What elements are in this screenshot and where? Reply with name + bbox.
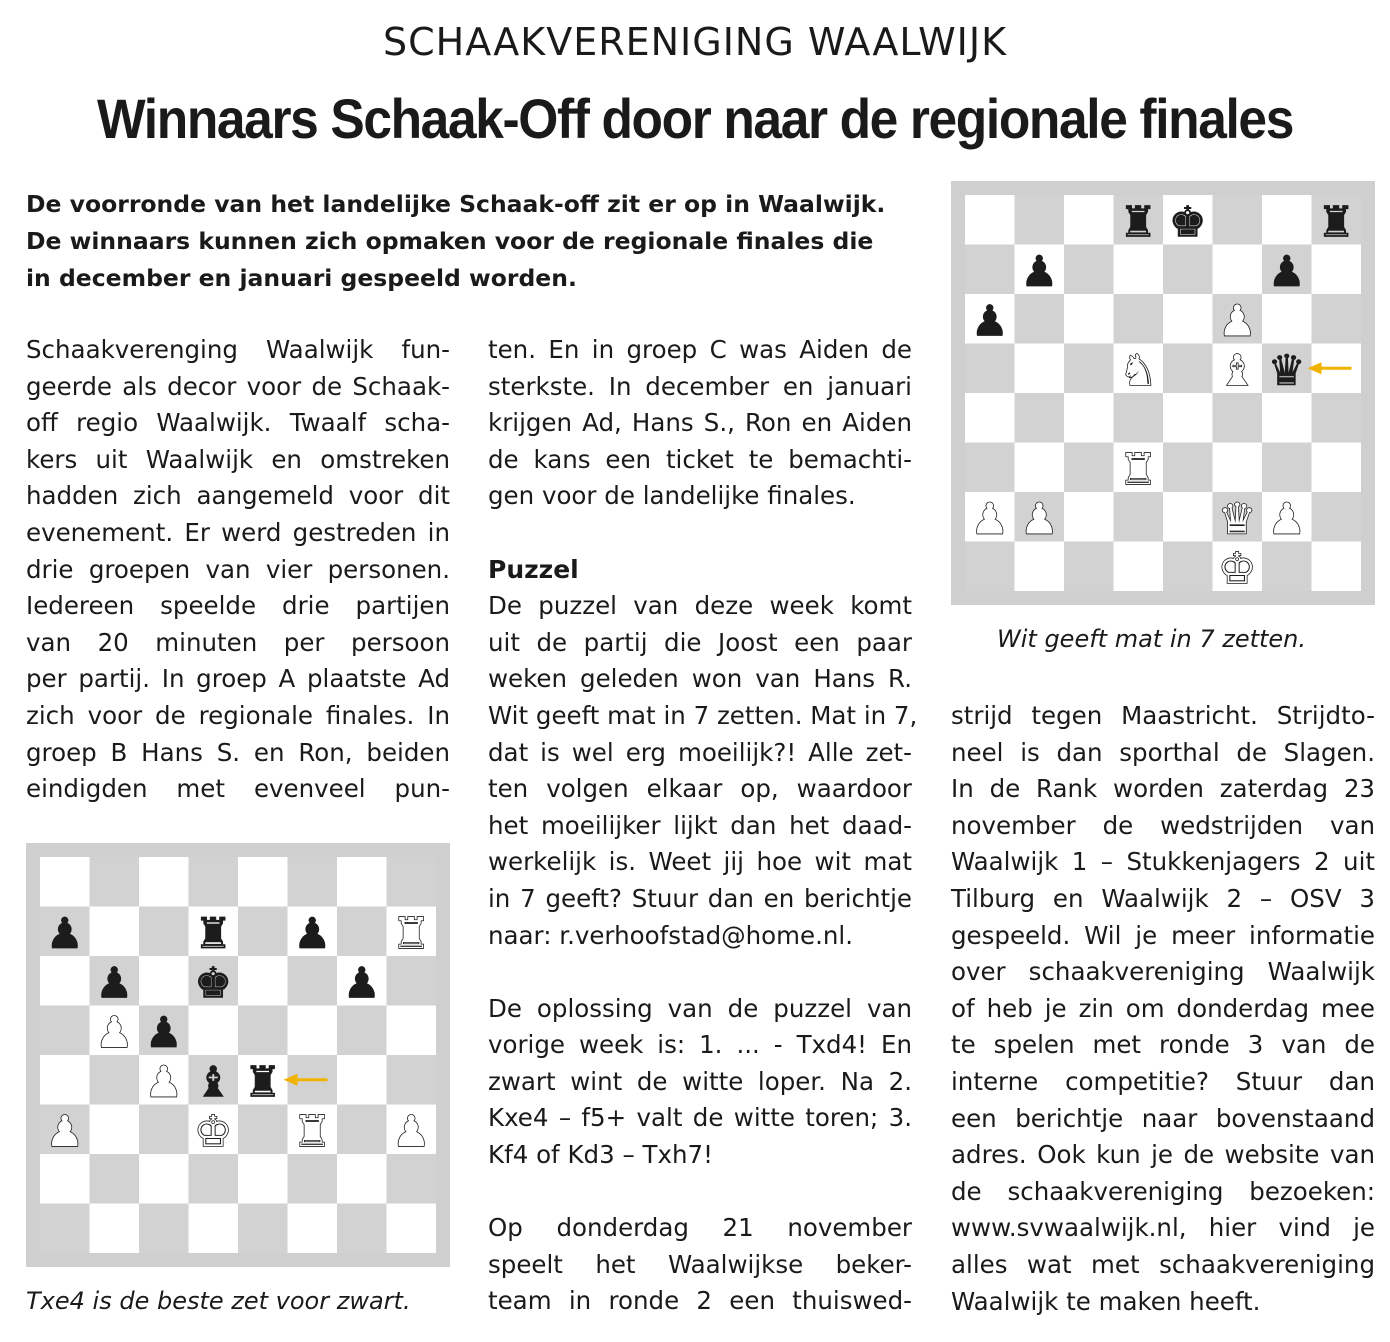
text-line: In de Rank worden zaterdag 23	[951, 774, 1375, 804]
chess-piece-f2: ♛	[1218, 494, 1257, 545]
text-line: ten volgen elkaar op, waardoor	[488, 774, 912, 804]
text-line: uit de partij die Joost een paar	[488, 627, 912, 657]
board-square	[387, 1055, 437, 1105]
chess-piece-a7: ♟	[45, 909, 84, 960]
chess-piece-b6: ♟	[95, 958, 134, 1009]
board-square	[965, 393, 1015, 443]
board-square	[1064, 245, 1114, 295]
board-square	[1163, 294, 1213, 344]
chess-piece-c4: ♟	[144, 1057, 183, 1108]
board-square	[1312, 443, 1362, 493]
board-square	[1015, 542, 1065, 592]
chess-piece-e8: ♚	[1168, 197, 1207, 248]
board-square	[40, 956, 90, 1006]
diagram-left	[26, 843, 450, 1267]
board-square	[189, 1204, 239, 1254]
board-square	[1312, 294, 1362, 344]
board-square	[238, 1204, 288, 1254]
paragraph-gap	[488, 954, 912, 991]
board-square	[288, 857, 338, 907]
chess-piece-e4: ♜	[243, 1057, 282, 1108]
text-line: in 7 geeft? Stuur dan en berichtje	[488, 883, 912, 913]
paragraph-gap	[488, 515, 912, 552]
chess-piece-b5: ♟	[95, 1008, 134, 1059]
chess-piece-g7: ♟	[1267, 247, 1306, 298]
board-square	[1163, 492, 1213, 542]
board-square	[288, 956, 338, 1006]
text-line: Waalwijk 1 – Stukkenjagers 2 uit	[951, 847, 1375, 877]
chess-piece-a6: ♟	[970, 296, 1009, 347]
diagram-left-board-svg	[26, 843, 450, 1267]
board-square	[1064, 393, 1114, 443]
chess-piece-f7: ♟	[293, 909, 332, 960]
board-square	[139, 1105, 189, 1155]
chess-piece-f5: ♝	[1218, 346, 1257, 397]
board-square	[90, 1105, 140, 1155]
board-square	[90, 1204, 140, 1254]
chess-piece-a3: ♟	[45, 1107, 84, 1158]
board-square	[1015, 294, 1065, 344]
board-square	[90, 1055, 140, 1105]
board-square	[1213, 443, 1263, 493]
board-square	[238, 857, 288, 907]
board-square	[238, 907, 288, 957]
lead-line: in december en januari gespeeld worden.	[26, 264, 577, 292]
board-square	[387, 1154, 437, 1204]
lead-paragraph	[26, 186, 926, 297]
text-line: november de wedstrijden van	[951, 810, 1375, 840]
text-line: Wit geeft mat in 7 zetten. Mat in 7,	[488, 700, 918, 730]
board-square	[139, 857, 189, 907]
text-line: www.svwaalwijk.nl, hier vind je	[951, 1213, 1375, 1243]
text-line: Tilburg en Waalwijk 2 – OSV 3	[951, 883, 1375, 913]
text-line: gespeeld. Wil je meer informatie	[951, 920, 1375, 950]
board-square	[1114, 492, 1164, 542]
chess-piece-d4: ♝	[194, 1057, 233, 1108]
board-square	[965, 195, 1015, 245]
board-square	[1262, 542, 1312, 592]
board-square	[1015, 344, 1065, 394]
chess-piece-g5: ♛	[1267, 346, 1306, 397]
board-square	[1064, 443, 1114, 493]
text-line: eindigden met evenveel pun-	[26, 774, 450, 804]
board-square	[238, 1154, 288, 1204]
chess-piece-d6: ♚	[194, 958, 233, 1009]
chess-piece-f6: ♟	[1218, 296, 1257, 347]
board-square	[90, 857, 140, 907]
board-square	[337, 1055, 387, 1105]
text-line: zich voor de regionale finales. In	[26, 700, 450, 730]
paragraph-gap	[488, 1174, 912, 1211]
chess-piece-f1: ♚	[1218, 544, 1257, 595]
text-line: strijd tegen Maastricht. Strijdto-	[951, 701, 1375, 730]
diagram-right-caption: Wit geeft mat in 7 zetten.	[997, 625, 1307, 653]
diagram-left-caption: Txe4 is de beste zet voor zwart.	[26, 1287, 411, 1315]
column-3	[951, 698, 1375, 1320]
chess-piece-g2: ♟	[1267, 494, 1306, 545]
board-square	[1015, 195, 1065, 245]
text-line: interne competitie? Stuur dan	[951, 1066, 1375, 1096]
board-square	[40, 1055, 90, 1105]
board-square	[337, 1204, 387, 1254]
board-square	[1213, 393, 1263, 443]
board-square	[1114, 393, 1164, 443]
text-line: Iedereen speelde drie partijen	[26, 591, 450, 621]
board-square	[189, 1154, 239, 1204]
text-line: alles wat met schaakvereniging	[951, 1249, 1375, 1279]
text-line: per partij. In groep A plaatste Ad	[26, 664, 450, 694]
chess-piece-h3: ♟	[392, 1107, 431, 1158]
text-line: vorige week is: 1. ... - Txd4! En	[488, 1030, 912, 1060]
diagram-right-board-svg	[951, 181, 1375, 605]
board-square	[1114, 245, 1164, 295]
text-line: speelt het Waalwijkse beker-	[488, 1249, 912, 1279]
board-square	[40, 1204, 90, 1254]
text-line: de schaakvereniging bezoeken:	[951, 1176, 1375, 1206]
text-line: of heb je zin om donderdag mee	[951, 993, 1375, 1023]
column-2	[488, 332, 918, 1320]
board-square	[965, 344, 1015, 394]
text-line: over schaakvereniging Waalwijk	[951, 957, 1375, 987]
text-line: groep B Hans S. en Ron, beiden	[26, 737, 450, 767]
board-square	[1015, 443, 1065, 493]
board-square	[288, 1154, 338, 1204]
board-square	[288, 1006, 338, 1056]
board-square	[1213, 195, 1263, 245]
board-square	[139, 907, 189, 957]
text-line: de kans een ticket te bemachti-	[488, 444, 912, 474]
board-square	[1262, 294, 1312, 344]
board-square	[139, 1204, 189, 1254]
board-square	[1262, 195, 1312, 245]
text-line: krijgen Ad, Hans S., Ron en Aiden	[488, 408, 912, 438]
chess-piece-d7: ♜	[194, 909, 233, 960]
board-square	[189, 1006, 239, 1056]
chess-piece-c5: ♟	[144, 1008, 183, 1059]
board-square	[90, 1154, 140, 1204]
text-line: De oplossing van de puzzel van	[488, 993, 912, 1023]
board-square	[965, 443, 1015, 493]
chess-piece-f3: ♜	[293, 1107, 332, 1158]
board-square	[337, 907, 387, 957]
board-square	[965, 245, 1015, 295]
text-line: Kxe4 – f5+ valt de witte toren; 3.	[488, 1103, 912, 1133]
board-square	[1262, 393, 1312, 443]
board-square	[1064, 542, 1114, 592]
text-line: een berichtje naar bovenstaand	[951, 1103, 1375, 1133]
diagram-right	[951, 181, 1375, 605]
board-square	[337, 1105, 387, 1155]
text-line: kers uit Waalwijk en omstreken	[26, 444, 450, 474]
chess-piece-d3: ♚	[194, 1107, 233, 1158]
text-line: te spelen met ronde 3 van de	[951, 1030, 1375, 1060]
text-line: Kf4 of Kd3 – Txh7!	[488, 1140, 713, 1170]
text-line: werkelijk is. Weet jij hoe wit mat	[488, 847, 912, 877]
board-square	[1064, 294, 1114, 344]
board-square	[1064, 344, 1114, 394]
board-square	[189, 857, 239, 907]
chess-piece-d5: ♞	[1119, 346, 1158, 397]
board-square	[387, 857, 437, 907]
chess-piece-d3: ♜	[1119, 445, 1158, 496]
chess-piece-g6: ♟	[342, 958, 381, 1009]
board-square	[387, 956, 437, 1006]
text-line: sterkste. In december en januari	[488, 371, 912, 401]
board-square	[139, 956, 189, 1006]
text-line: drie groepen van vier personen.	[26, 554, 450, 584]
column-1	[26, 332, 450, 808]
board-square	[1312, 492, 1362, 542]
board-square	[40, 1006, 90, 1056]
text-line: hadden zich aangemeld voor dit	[26, 481, 450, 511]
board-square	[1064, 492, 1114, 542]
lead-line: De voorronde van het landelijke Schaak-off zit er op in Waalwijk.	[26, 190, 886, 218]
board-square	[387, 1204, 437, 1254]
board-square	[337, 857, 387, 907]
board-square	[1312, 393, 1362, 443]
board-square	[1114, 542, 1164, 592]
chess-piece-a2: ♟	[970, 494, 1009, 545]
text-line: gen voor de landelijke finales.	[488, 481, 856, 511]
board-square	[288, 1204, 338, 1254]
board-square	[238, 956, 288, 1006]
text-line: De puzzel van deze week komt	[488, 591, 912, 621]
board-square	[1312, 245, 1362, 295]
text-line: neel is dan sporthal de Slagen.	[951, 737, 1375, 767]
text-line: adres. Ook kun je de website van	[951, 1140, 1375, 1170]
text-line: Schaakverenging Waalwijk fun-	[26, 335, 450, 364]
chess-piece-h8: ♜	[1317, 197, 1356, 248]
chess-piece-b7: ♟	[1020, 247, 1059, 298]
text-line: weken geleden won van Hans R.	[488, 664, 912, 694]
board-square	[387, 1006, 437, 1056]
text-line: naar: r.verhoofstad@home.nl.	[488, 920, 853, 950]
board-square	[1163, 443, 1213, 493]
text-line: Op donderdag 21 november	[488, 1213, 912, 1243]
board-square	[1163, 245, 1213, 295]
board-square	[337, 1006, 387, 1056]
kicker: SCHAAKVERENIGING WAALWIJK	[383, 20, 1007, 64]
board-square	[337, 1154, 387, 1204]
text-line: team in ronde 2 een thuiswed-	[488, 1286, 912, 1316]
board-square	[1163, 344, 1213, 394]
text-line: het moeilijker lijkt dan het daad-	[488, 810, 912, 840]
text-line: geerde als decor voor de Schaak-	[26, 371, 450, 401]
board-square	[1213, 245, 1263, 295]
chess-piece-h7: ♜	[392, 909, 431, 960]
board-square	[1312, 542, 1362, 592]
board-square	[1114, 294, 1164, 344]
board-square	[1163, 542, 1213, 592]
text-line: dat is wel erg moeilijk?! Alle zet-	[488, 737, 912, 767]
text-line: Waalwijk te maken heeft.	[951, 1286, 1261, 1316]
board-square	[90, 907, 140, 957]
board-square	[40, 857, 90, 907]
text-line: zwart wint de witte loper. Na 2.	[488, 1066, 912, 1096]
text-line: off regio Waalwijk. Twaalf scha-	[26, 408, 450, 438]
headline: Winnaars Schaak-Off door naar de regionale finales	[96, 87, 1293, 150]
text-line: van 20 minuten per persoon	[26, 627, 450, 657]
text-line: evenement. Er werd gestreden in	[26, 517, 450, 547]
chess-piece-b2: ♟	[1020, 494, 1059, 545]
chess-piece-d8: ♜	[1119, 197, 1158, 248]
text-line: ten. En in groep C was Aiden de	[488, 335, 912, 364]
board-square	[1262, 443, 1312, 493]
board-square	[139, 1154, 189, 1204]
board-square	[965, 542, 1015, 592]
board-square	[40, 1154, 90, 1204]
lead-line: De winnaars kunnen zich opmaken voor de regionale finales die	[26, 227, 874, 255]
board-square	[1163, 393, 1213, 443]
board-square	[238, 1006, 288, 1056]
board-square	[238, 1105, 288, 1155]
board-square	[1015, 393, 1065, 443]
puzzle-heading: Puzzel	[488, 554, 579, 584]
board-square	[1064, 195, 1114, 245]
